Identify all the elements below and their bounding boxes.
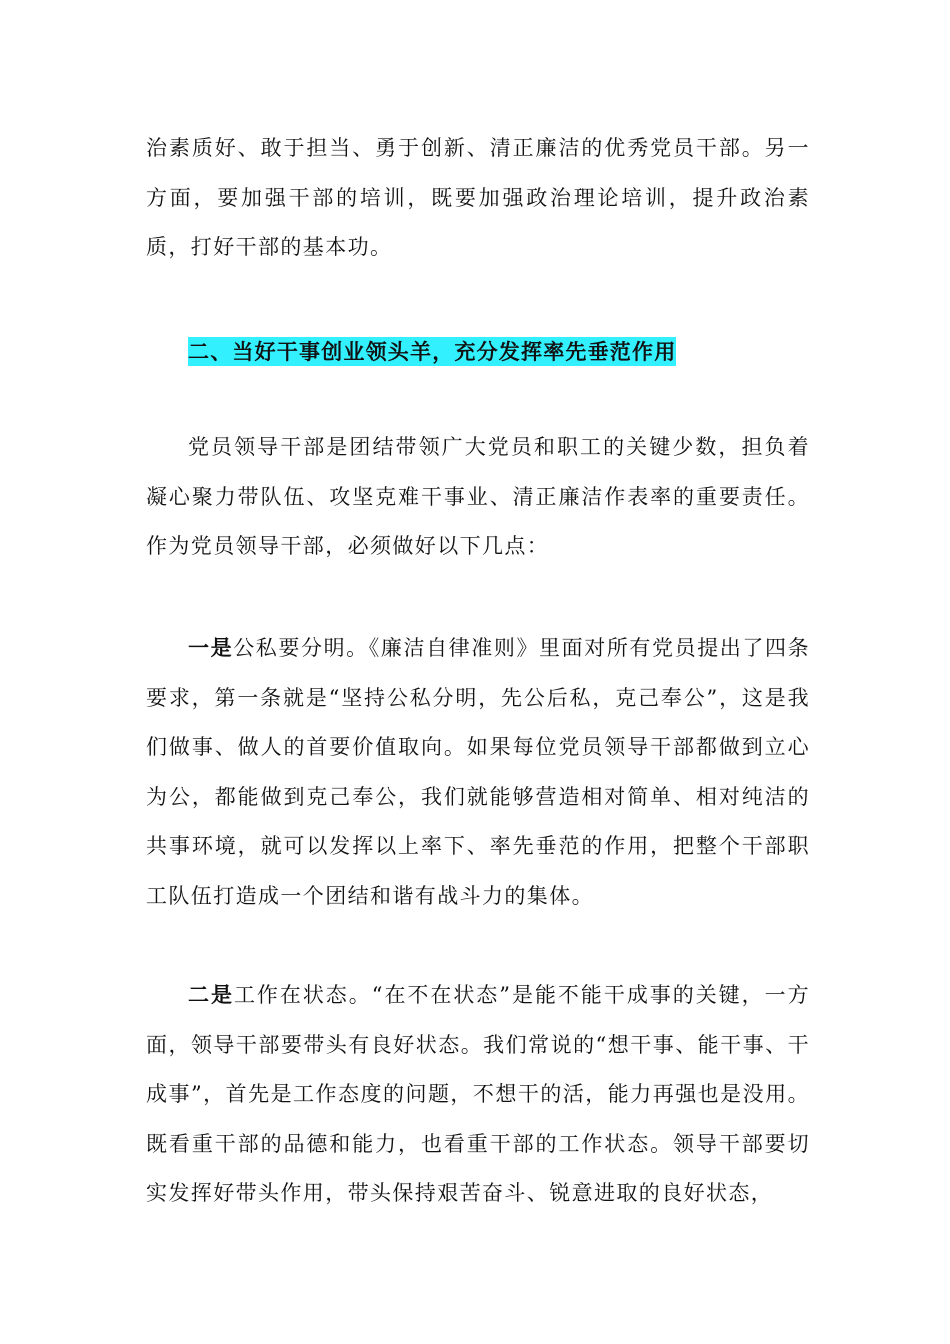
point-one-text: 公私要分明。《廉洁自律准则》里面对所有党员提出了四条要求，第一条就是“坚持公私分明，先公后私，克己奉公”，这是我们做事、做人的首要价值取向。如果每位党员领导干部都做到立心为公，都能做到克己奉公，我们就能够营造相对简单、相对纯洁的共事环境，就可以发挥以上率下、率先垂范的作用，把整个干部职工队伍打造成一个团结和谐有战斗力的集体。 [146,636,810,908]
paragraph-leadership-responsibility: 党员领导干部是团结带领广大党员和职工的关键少数，担负着凝心聚力带队伍、攻坚克难干事业、清正廉洁作表率的重要责任。作为党员领导干部，必须做好以下几点： [146,435,810,558]
highlighted-heading-text: 二、当好干事创业领头羊，充分发挥率先垂范作用 [188,339,677,364]
paragraph-point-one [146,623,810,921]
section-heading-2 [188,335,676,369]
point-one-lead: 一是 [188,635,234,660]
point-two-lead: 二是 [188,982,234,1007]
point-two-text: 工作在状态。“在不在状态”是能不能干成事的关键，一方面，领导干部要带头有良好状态。我们常说的“想干事、能干事、干成事”，首先是工作态度的问题，不想干的活，能力再强也是没用。既看重干部的品德和能力，也看重干部的工作状态。领导干部要切实发挥好带头作用，带头保持艰苦奋斗、锐意进取的良好状态， [146,983,810,1205]
paragraph-point-two [146,970,810,1219]
paragraph-cadre-training: 治素质好、敢于担当、勇于创新、清正廉洁的优秀党员干部。另一方面，要加强干部的培训，既要加强政治理论培训，提升政治素质，打好干部的基本功。 [146,136,810,259]
